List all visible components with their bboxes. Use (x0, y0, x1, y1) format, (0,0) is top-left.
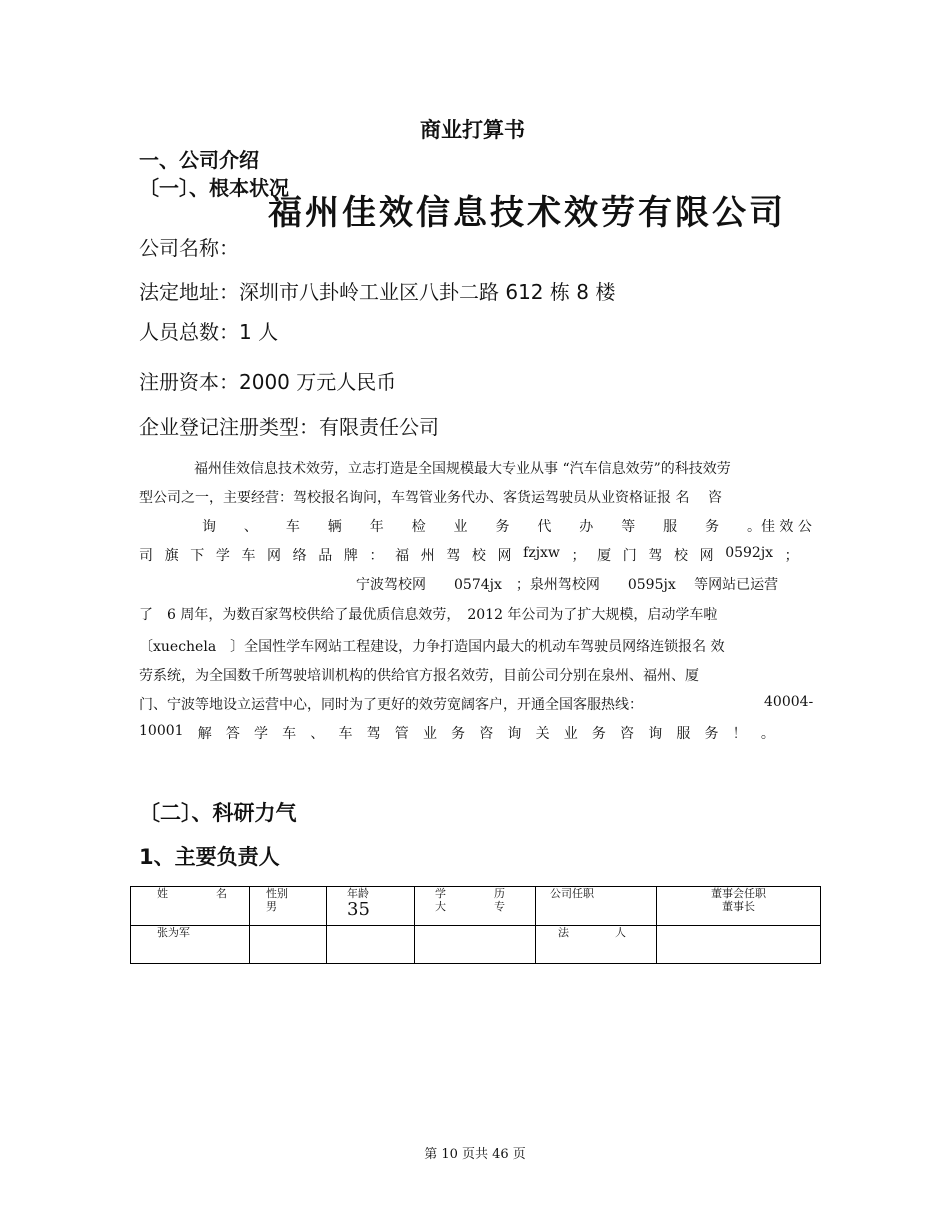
table-cell-board: 董事会任职 董事长 (657, 887, 821, 926)
field-legal-address: 法定地址：深圳市八卦岭工业区八卦二路 612 栋 8 楼 (139, 280, 616, 304)
table-cell-empty (327, 925, 415, 964)
key-persons-table (130, 886, 821, 964)
paragraph-line-4: 司 旗 下 学 车 网 络 品 牌 ： 福 州 驾 校 网 fzjxw ； 厦 门 驾 校 网 0592jx ； (139, 545, 799, 564)
table-cell-empty (415, 925, 536, 964)
paragraph-line-8: 劳系统，为全国数千所驾驶培训机构的供给官方报名效劳，目前公司分别在泉州、福州、厦 (139, 668, 699, 684)
paragraph-line-5: 宁波驾校网 0574jx ；泉州驾校网 0595jx 等网站已运营 (356, 577, 779, 593)
field-registered-capital: 注册资本：2000 万元人民币 (139, 370, 397, 394)
table-cell-education: 学 历 大 专 (415, 887, 536, 926)
document-title: 商业打算书 (420, 118, 525, 142)
table-cell-name-header: 姓 名 (131, 887, 250, 926)
table-cell-position-value: 法 人 (536, 925, 657, 964)
subsection-heading-research-strength: 〔二〕、科研力气 (139, 801, 297, 825)
table-cell-gender: 性别 男 (250, 887, 327, 926)
table-cell-position-header: 公司任职 (536, 887, 657, 926)
page-footer: 第 10 页共 46 页 (424, 1147, 526, 1162)
paragraph-line-9-end: 40004- (764, 694, 814, 710)
table-cell-name-value: 张为军 (131, 925, 250, 964)
paragraph-line-2: 型公司之一，主要经营：驾校报名询问，车驾管业务代办、客货运驾驶员从业资格证报 名 咨 (139, 490, 722, 506)
table-cell-age: 年龄 35 (327, 887, 415, 926)
field-registration-type: 企业登记注册类型：有限责任公司 (139, 415, 439, 439)
paragraph-line-7: 〔xuechela 〕全国性学车网站工程建设，力争打造国内最大的机动车驾驶员网络连锁报名 效 (139, 639, 725, 655)
paragraph-line-9: 门、宁波等地设立运营中心，同时为了更好的效劳宽阔客户，开通全国客服热线： (139, 697, 643, 713)
field-company-name: 公司名称： (139, 236, 239, 260)
subsection-heading-key-persons: 1、主要负责人 (139, 845, 280, 869)
table-row (131, 925, 821, 964)
table-cell-empty (657, 925, 821, 964)
paragraph-line-1: 福州佳效信息技术效劳，立志打造是全国规模最大专业从事 “汽车信息效劳”的科技效劳 (194, 461, 731, 477)
section-heading-company-intro: 一、公司介绍 (139, 148, 259, 172)
table-cell-empty (250, 925, 327, 964)
field-staff-count: 人员总数：1 人 (139, 320, 279, 344)
company-name-heading: 福州佳效信息技术效劳有限公司 (268, 193, 786, 233)
subsection-heading-basic-status: 〔一〕、根本状况 (139, 176, 289, 200)
paragraph-line-10: 10001 解 答 学 车 、 车 驾 管 业 务 咨 询 关 业 务 咨 询 服 务 ！ 。 (139, 723, 775, 742)
table-row (131, 887, 821, 926)
paragraph-line-6: 了 6 周年，为数百家驾校供给了最优质信息效劳， 2012 年公司为了扩大规模，启动学车啦 (139, 607, 718, 623)
paragraph-line-3: 询 、 车 辆 年 检 业 务 代 办 等 服 务 。佳 效 公 (202, 519, 812, 535)
